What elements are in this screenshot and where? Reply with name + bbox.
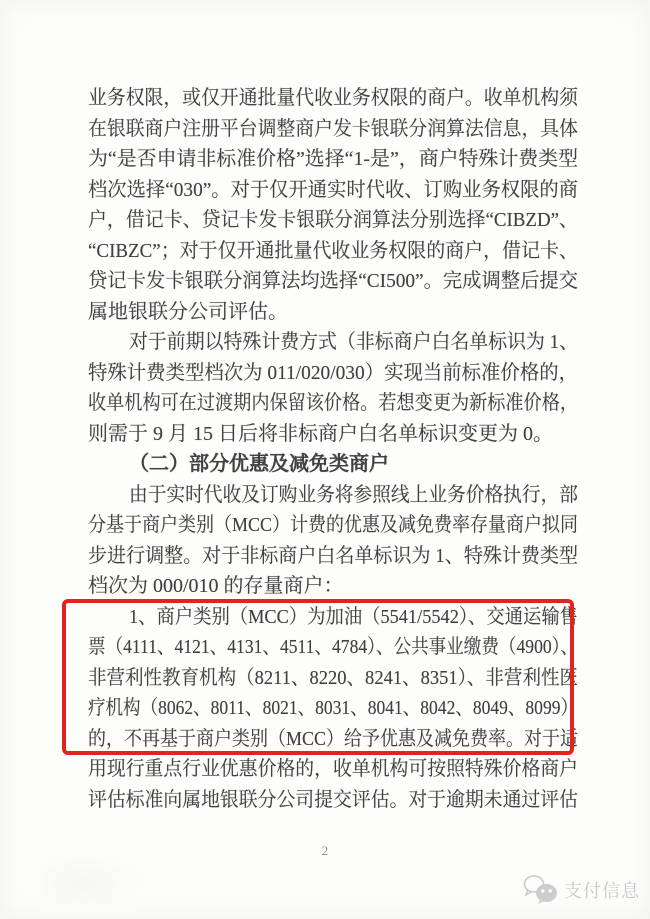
text-line: 用现行重点行业优惠价格的，收单机构可按照特殊价格商户 — [88, 758, 578, 780]
text-line: 收单机构可在过渡期内保留该价格。若想变更为新标准价格， — [88, 392, 578, 414]
text-line: 由于实时代收及订购业务将参照线上业务价格执行，部 — [129, 483, 578, 506]
text-line: “CIBZC”；对于仅开通批量代收业务权限的商户，借记卡、 — [88, 239, 578, 262]
text-line: 的，不再基于商户类别（MCC）给予优惠及减免费率。对于适 — [88, 727, 578, 750]
document-body — [88, 83, 578, 815]
page-number: 2 — [321, 843, 329, 858]
text-line: 贷记卡发卡银联分润算法均选择“CI500”。完成调整后提交 — [88, 270, 578, 292]
text-line: 特殊计费类型档次为 011/020/030）实现当前标准价格的， — [88, 361, 578, 384]
text-line: 档次选择“030”。对于仅开通实时代收、订购业务权限的商 — [88, 178, 578, 201]
text-line: 步进行调整。对于非标商户白名单标识为 1、特殊计费类型 — [88, 544, 578, 567]
text-line: 业务权限，或仅开通批量代收业务权限的商户。收单机构须 — [88, 87, 578, 109]
text-line: 户，借记卡、贷记卡发卡银联分润算法分别选择“CIBZD”、 — [88, 209, 578, 231]
text-line: 档次为 000/010 的存量商户： — [88, 575, 344, 597]
watermark-label: 支付信息 — [564, 881, 640, 901]
text-line: 疗机构（8062、8011、8021、8031、8041、8042、8049、8099） — [88, 697, 578, 719]
text-line: 非营利性教育机构（8211、8220、8241、8351）、非营利性医 — [88, 666, 578, 689]
text-line: 票（4111、4121、4131、4511、4784）、公共事业缴费（4900）、 — [88, 636, 578, 658]
watermark — [522, 874, 640, 906]
text-line: 1、商户类别（MCC）为加油（5541/5542）、交通运输售 — [129, 605, 578, 628]
text-line: 评估标准向属地银联分公司提交评估。对于逾期未通过评估 — [88, 788, 578, 811]
text-line: 则需于 9 月 15 日后将非标商户白名单标识变更为 0。 — [88, 422, 553, 445]
section-heading: （二）部分优惠及减免类商户 — [129, 453, 389, 475]
text-line: 为“是否申请非标准价格”选择“1-是”，商户特殊计费类型 — [88, 148, 578, 170]
text-line: 对于前期以特殊计费方式（非标商户白名单标识为 1、 — [129, 331, 578, 353]
text-line: 属地银联分公司评估。 — [88, 300, 288, 323]
text-line: 在银联商户注册平台调整商户发卡银联分润算法信息，具体 — [88, 117, 578, 140]
text-line: 分基于商户类别（MCC）计费的优惠及减免费率存量商户拟同 — [88, 514, 578, 536]
wechat-icon — [522, 874, 560, 906]
